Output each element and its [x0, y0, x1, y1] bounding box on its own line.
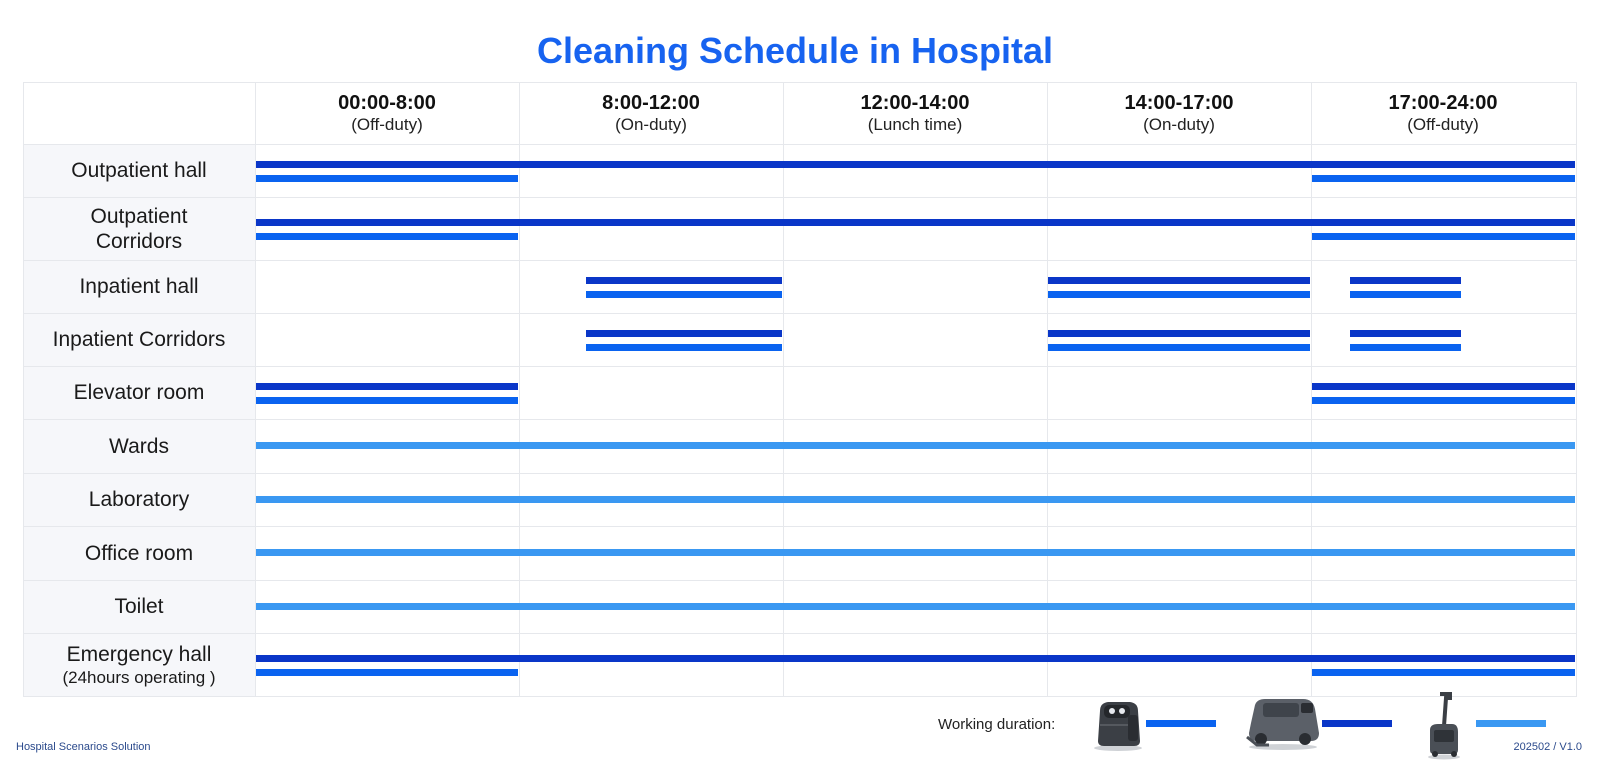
legend-swatch-robot-a	[1146, 720, 1216, 727]
grid-line	[23, 633, 1577, 634]
row-label-inpatient-corridors	[23, 313, 255, 366]
row-label-subtext: (24hours operating )	[62, 667, 216, 687]
row-label-toilet	[23, 580, 255, 633]
schedule-bar-robot-a	[586, 344, 782, 351]
schedule-bar-robot-a	[1312, 233, 1575, 240]
grid-line	[23, 580, 1577, 581]
schedule-bar-robot-b	[586, 277, 782, 284]
floor-scrubber-icon	[1420, 690, 1470, 760]
schedule-bar-robot-b	[256, 219, 1575, 226]
row-label-text: Emergency hall	[66, 642, 212, 666]
schedule-bar-robot-a	[256, 175, 518, 182]
schedule-bar-robot-b	[586, 330, 782, 337]
schedule-bar-robot-c	[256, 442, 1575, 449]
grid-line	[23, 197, 1577, 198]
column-header-1200-1400	[783, 92, 1047, 136]
grid-line	[23, 260, 1577, 261]
row-label-text: Toilet	[114, 595, 164, 618]
schedule-bar-robot-b	[256, 383, 518, 390]
schedule-bar-robot-a	[1048, 291, 1310, 298]
footer-solution-label: Hospital Scenarios Solution	[16, 741, 151, 753]
column-header-0000-0800	[255, 92, 519, 136]
grid-line	[23, 82, 1577, 83]
schedule-bar-robot-a	[1312, 669, 1575, 676]
schedule-bar-robot-b	[256, 161, 1575, 168]
grid-line	[1576, 82, 1577, 697]
row-label-office-room	[23, 526, 255, 580]
column-time: 14:00-17:00	[1124, 92, 1234, 114]
row-label-wards	[23, 419, 255, 473]
service-robot-icon	[1088, 693, 1148, 751]
row-label-laboratory	[23, 473, 255, 526]
schedule-bar-robot-c	[256, 496, 1575, 503]
grid-line	[23, 144, 1577, 145]
schedule-bar-robot-b	[1350, 277, 1462, 284]
column-header-1700-2400	[1311, 92, 1575, 136]
column-status: (On-duty)	[1143, 115, 1215, 134]
schedule-bar-robot-b	[256, 655, 1575, 662]
page-title: Cleaning Schedule in Hospital	[536, 30, 1054, 71]
row-label-outpatient-hall	[23, 144, 255, 197]
schedule-bar-robot-c	[256, 549, 1575, 556]
schedule-bar-robot-c	[256, 603, 1575, 610]
row-label-text: Outpatient Corridors	[90, 204, 188, 253]
grid-line	[23, 526, 1577, 527]
schedule-bar-robot-a	[1312, 175, 1575, 182]
grid-line	[23, 366, 1577, 367]
legend-label: Working duration:	[938, 716, 1056, 733]
row-label-text: Outpatient hall	[71, 159, 207, 182]
schedule-bar-robot-a	[1312, 397, 1575, 404]
column-header-0800-1200	[519, 92, 783, 136]
row-label-outpatient-corridors	[23, 197, 255, 260]
column-time: 8:00-12:00	[602, 92, 700, 114]
column-header-1400-1700	[1047, 92, 1311, 136]
grid-line	[23, 473, 1577, 474]
row-label-text: Wards	[109, 434, 169, 458]
schedule-bar-robot-a	[256, 397, 518, 404]
row-label-text: Office room	[84, 541, 194, 565]
schedule-bar-robot-a	[586, 291, 782, 298]
row-label-text: Inpatient Corridors	[52, 328, 226, 351]
column-time: 12:00-14:00	[860, 92, 970, 114]
schedule-bar-robot-b	[1048, 330, 1310, 337]
column-status: (Off-duty)	[1407, 115, 1479, 134]
schedule-bar-robot-b	[1048, 277, 1310, 284]
schedule-bar-robot-a	[256, 233, 518, 240]
grid-line	[23, 696, 1577, 697]
column-status: (On-duty)	[615, 115, 687, 134]
legend-swatch-robot-c	[1476, 720, 1546, 727]
schedule-bar-robot-b	[1312, 383, 1575, 390]
column-status: (Lunch time)	[867, 115, 963, 134]
row-label-text: Inpatient hall	[79, 275, 199, 298]
footer-version-label: 202502 / V1.0	[1513, 741, 1582, 753]
legend-swatch-robot-b	[1322, 720, 1392, 727]
schedule-bar-robot-a	[1350, 344, 1462, 351]
column-time: 00:00-8:00	[338, 92, 436, 114]
grid-line	[23, 419, 1577, 420]
grid-line	[23, 313, 1577, 314]
schedule-bar-robot-b	[1350, 330, 1462, 337]
sweeper-robot-icon	[1243, 693, 1323, 751]
row-label-elevator-room	[23, 366, 255, 419]
schedule-bar-robot-a	[256, 669, 518, 676]
schedule-bar-robot-a	[1048, 344, 1310, 351]
row-label-inpatient-hall	[23, 260, 255, 313]
column-status: (Off-duty)	[351, 115, 423, 134]
row-label-emergency-hall	[23, 633, 255, 696]
column-time: 17:00-24:00	[1388, 92, 1498, 114]
row-label-text: Elevator room	[73, 381, 205, 404]
row-label-text: Laboratory	[88, 488, 190, 511]
schedule-grid	[23, 82, 1577, 697]
schedule-bar-robot-a	[1350, 291, 1462, 298]
